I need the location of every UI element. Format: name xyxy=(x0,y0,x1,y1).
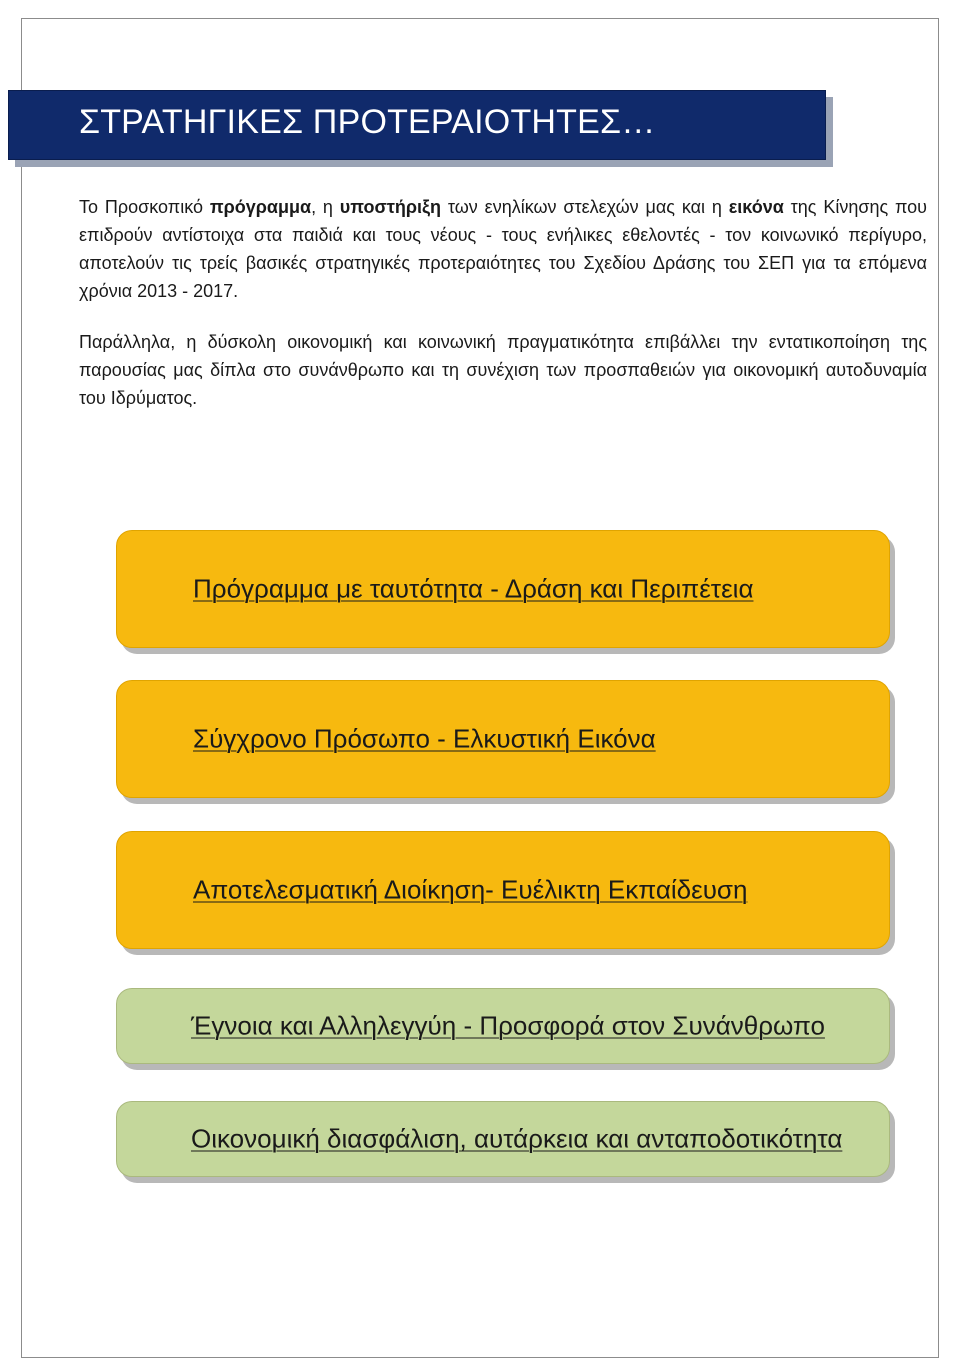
priority-label: Αποτελεσματική Διοίκηση- Ευέλικτη Εκπαίδευση xyxy=(193,874,748,905)
context-paragraph: Παράλληλα, η δύσκολη οικονομική και κοινωνική πραγματικότητα επιβάλλει την εντατικοποίηση της παρουσίας μας δίπλα στο συνάνθρωπο και τη συνέχιση των προσπαθειών για οικονομική αυτοδυναμία του Ιδρύματος. xyxy=(79,332,927,408)
priority-label: Οικονομική διασφάλιση, αυτάρκεια και ανταποδοτικότητα xyxy=(191,1123,843,1154)
priority-box-image xyxy=(116,680,890,798)
intro-bold-program: πρόγραμμα xyxy=(209,197,312,217)
intro-text-2: , η xyxy=(311,197,340,217)
priority-box-solidarity xyxy=(116,988,890,1064)
title-banner xyxy=(8,90,826,160)
intro-bold-image: εικόνα xyxy=(728,197,784,217)
intro-text-4: της Κίνησης που επιδρούν αντίστοιχα στα παιδιά και τους νέους - τους ενήλικες εθελοντές - τον κοινωνικό περίγυρο, αποτελούν τις τρείς βασικές στρατηγικές προτεραιότητες του Σχεδίου Δράσης του ΣΕΠ για τα επόμενα χρόνια 2013 - 2017. xyxy=(79,197,927,301)
priority-box-administration xyxy=(116,831,890,949)
priority-label: Σύγχρονο Πρόσωπο - Ελκυστική Εικόνα xyxy=(193,723,656,754)
priority-box-program xyxy=(116,530,890,648)
priority-box-finance xyxy=(116,1101,890,1177)
page-title: ΣΤΡΑΤΗΓΙΚΕΣ ΠΡΟΤΕΡΑΙΟΤΗΤΕΣ… xyxy=(79,103,656,141)
priority-label: Πρόγραμμα με ταυτότητα - Δράση και Περιπέτεια xyxy=(193,573,754,604)
intro-text-1: Το Προσκοπικό xyxy=(79,197,210,217)
intro-paragraph xyxy=(79,193,927,305)
priority-label: Έγνοια και Αλληλεγγύη - Προσφορά στον Συνάνθρωπο xyxy=(191,1010,825,1041)
intro-bold-support: υποστήριξη xyxy=(339,197,442,217)
intro-text-3: των ενηλίκων στελεχών μας και η xyxy=(441,197,729,217)
